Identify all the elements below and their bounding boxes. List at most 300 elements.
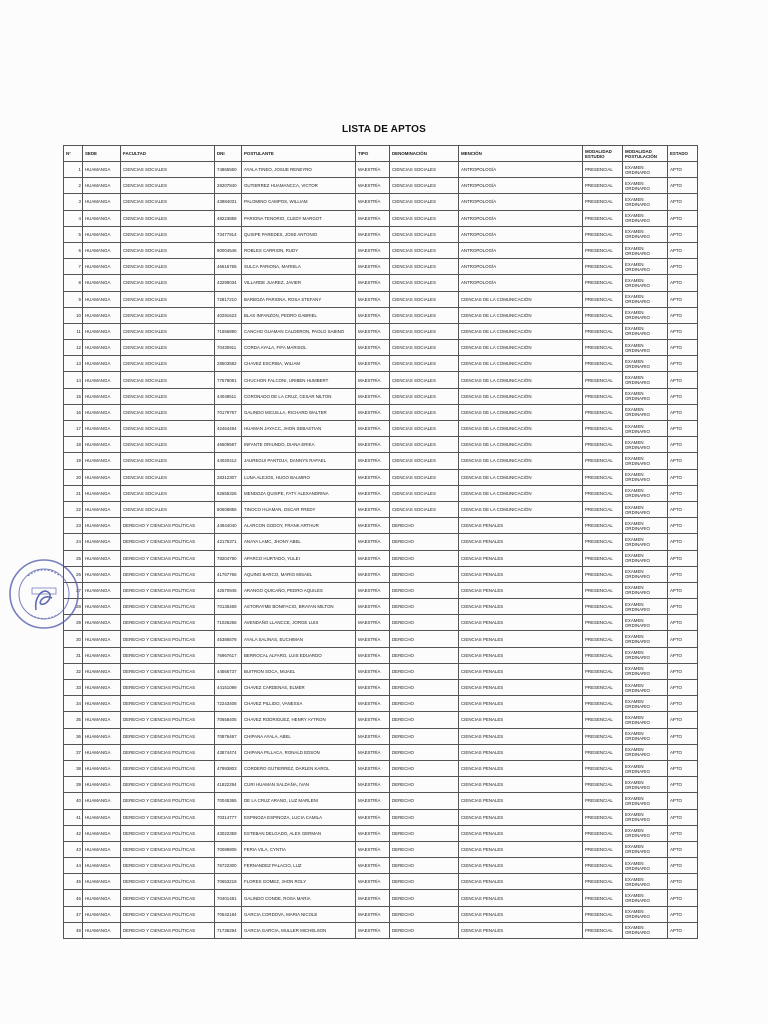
cell-sede: HUAMANGA — [83, 437, 121, 453]
cell-modalidad-estudio: PRESENCIAL — [583, 825, 623, 841]
cell-modalidad-postulacion: EXAMEN ORDINARIO — [623, 242, 668, 258]
cell-estado: APTO — [668, 307, 698, 323]
cell-denominacion: CIENCIAS SOCIALES — [390, 307, 459, 323]
cell-dni: 28312307 — [215, 469, 242, 485]
cell-modalidad-estudio: PRESENCIAL — [583, 696, 623, 712]
cell-numero: 8 — [64, 275, 83, 291]
cell-dni: 46616765 — [215, 259, 242, 275]
cell-estado: APTO — [668, 631, 698, 647]
cell-estado: APTO — [668, 615, 698, 631]
header-denominacion: DENOMINACIÓN — [390, 146, 459, 162]
table-row — [64, 874, 698, 890]
cell-postulante: ASTORAYME BONIFACIO, BRAYAN MILTON — [242, 599, 356, 615]
cell-modalidad-estudio: PRESENCIAL — [583, 501, 623, 517]
cell-denominacion: CIENCIAS SOCIALES — [390, 226, 459, 242]
cell-modalidad-postulacion: EXAMEN ORDINARIO — [623, 760, 668, 776]
cell-postulante: AYALA SALINAS, EUCHIMAN — [242, 631, 356, 647]
cell-modalidad-estudio: PRESENCIAL — [583, 777, 623, 793]
cell-postulante: CURI HUAMAN SALDAÑA, IVAN — [242, 777, 356, 793]
cell-estado: APTO — [668, 453, 698, 469]
table-row — [64, 777, 698, 793]
cell-dni: 73477914 — [215, 226, 242, 242]
cell-sede: HUAMANGA — [83, 582, 121, 598]
cell-postulante: ALARCON GODOY, FRANK ARTHUR — [242, 518, 356, 534]
cell-estado: APTO — [668, 663, 698, 679]
cell-sede: HUAMANGA — [83, 162, 121, 178]
table-row — [64, 858, 698, 874]
cell-dni: 70179767 — [215, 404, 242, 420]
cell-denominacion: CIENCIAS SOCIALES — [390, 275, 459, 291]
cell-postulante: AYALA TINEO, JOSUE RENEYRO — [242, 162, 356, 178]
cell-modalidad-postulacion: EXAMEN ORDINARIO — [623, 680, 668, 696]
cell-dni: 71556890 — [215, 323, 242, 339]
cell-dni: 70430911 — [215, 340, 242, 356]
cell-postulante: BERROCAL ALFARO, LUIS EDUARDO — [242, 647, 356, 663]
cell-facultad: DERECHO Y CIENCIAS POLÍTICAS — [121, 550, 215, 566]
cell-modalidad-postulacion: EXAMEN ORDINARIO — [623, 712, 668, 728]
cell-mencion: CIENCIAS PENALES — [459, 841, 583, 857]
cell-facultad: DERECHO Y CIENCIAS POLÍTICAS — [121, 680, 215, 696]
cell-denominacion: CIENCIAS SOCIALES — [390, 259, 459, 275]
cell-modalidad-postulacion: EXAMEN ORDINARIO — [623, 226, 668, 242]
cell-postulante: PALOMINO CAMPOS, WILLIAM — [242, 194, 356, 210]
cell-modalidad-postulacion: EXAMEN ORDINARIO — [623, 777, 668, 793]
cell-modalidad-postulacion: EXAMEN ORDINARIO — [623, 615, 668, 631]
cell-modalidad-estudio: PRESENCIAL — [583, 340, 623, 356]
cell-facultad: DERECHO Y CIENCIAS POLÍTICAS — [121, 922, 215, 938]
cell-mencion: CIENCIAS PENALES — [459, 534, 583, 550]
table-row — [64, 194, 698, 210]
cell-numero: 26 — [64, 566, 83, 582]
cell-postulante: AQUINO BARCO, MARIO MISAEL — [242, 566, 356, 582]
cell-modalidad-postulacion: EXAMEN ORDINARIO — [623, 647, 668, 663]
cell-tipo: MAESTRÍA — [356, 809, 390, 825]
cell-postulante: SULCA PARIONA, MARIELA — [242, 259, 356, 275]
cell-sede: HUAMANGA — [83, 744, 121, 760]
cell-facultad: DERECHO Y CIENCIAS POLÍTICAS — [121, 841, 215, 857]
cell-dni: 45386578 — [215, 631, 242, 647]
table-row — [64, 890, 698, 906]
cell-numero: 36 — [64, 728, 83, 744]
cell-denominacion: DERECHO — [390, 566, 459, 582]
cell-facultad: CIENCIAS SOCIALES — [121, 485, 215, 501]
cell-facultad: CIENCIAS SOCIALES — [121, 194, 215, 210]
header-dni: DNI — [215, 146, 242, 162]
cell-modalidad-estudio: PRESENCIAL — [583, 906, 623, 922]
cell-mencion: CIENCIAS PENALES — [459, 696, 583, 712]
cell-mencion: ANTROPOLOGÍA — [459, 242, 583, 258]
header-modalidad-postulacion: MODALIDAD POSTULACIÓN — [623, 146, 668, 162]
cell-mencion: CIENCIAS PENALES — [459, 906, 583, 922]
cell-facultad: DERECHO Y CIENCIAS POLÍTICAS — [121, 809, 215, 825]
cell-tipo: MAESTRÍA — [356, 469, 390, 485]
cell-dni: 70045365 — [215, 793, 242, 809]
cell-sede: HUAMANGA — [83, 566, 121, 582]
table-row — [64, 518, 698, 534]
cell-estado: APTO — [668, 372, 698, 388]
cell-dni: 70401481 — [215, 890, 242, 906]
cell-dni: 70542184 — [215, 906, 242, 922]
cell-sede: HUAMANGA — [83, 340, 121, 356]
cell-tipo: MAESTRÍA — [356, 663, 390, 679]
cell-modalidad-postulacion: EXAMEN ORDINARIO — [623, 372, 668, 388]
cell-modalidad-estudio: PRESENCIAL — [583, 259, 623, 275]
table-row — [64, 728, 698, 744]
cell-mencion: CIENCIAS DE LA COMUNICACIÓN — [459, 437, 583, 453]
cell-denominacion: CIENCIAS SOCIALES — [390, 501, 459, 517]
cell-numero: 7 — [64, 259, 83, 275]
table-row — [64, 647, 698, 663]
cell-estado: APTO — [668, 242, 698, 258]
cell-numero: 1 — [64, 162, 83, 178]
cell-facultad: DERECHO Y CIENCIAS POLÍTICAS — [121, 534, 215, 550]
cell-denominacion: DERECHO — [390, 890, 459, 906]
table-row — [64, 615, 698, 631]
cell-sede: HUAMANGA — [83, 712, 121, 728]
cell-mencion: CIENCIAS PENALES — [459, 728, 583, 744]
table-row — [64, 809, 698, 825]
cell-sede: HUAMANGA — [83, 890, 121, 906]
cell-postulante: CANCHO GUAMAN CALDERON, PAOLO SABINO — [242, 323, 356, 339]
cell-tipo: MAESTRÍA — [356, 744, 390, 760]
cell-modalidad-estudio: PRESENCIAL — [583, 874, 623, 890]
cell-facultad: DERECHO Y CIENCIAS POLÍTICAS — [121, 599, 215, 615]
cell-modalidad-estudio: PRESENCIAL — [583, 615, 623, 631]
cell-modalidad-estudio: PRESENCIAL — [583, 631, 623, 647]
cell-mencion: CIENCIAS PENALES — [459, 825, 583, 841]
cell-modalidad-estudio: PRESENCIAL — [583, 469, 623, 485]
cell-tipo: MAESTRÍA — [356, 631, 390, 647]
cell-tipo: MAESTRÍA — [356, 858, 390, 874]
table-row — [64, 259, 698, 275]
cell-sede: HUAMANGA — [83, 388, 121, 404]
table-row — [64, 793, 698, 809]
table-row — [64, 680, 698, 696]
cell-sede: HUAMANGA — [83, 777, 121, 793]
table-row — [64, 534, 698, 550]
cell-modalidad-postulacion: EXAMEN ORDINARIO — [623, 663, 668, 679]
cell-tipo: MAESTRÍA — [356, 777, 390, 793]
cell-mencion: ANTROPOLOGÍA — [459, 259, 583, 275]
cell-mencion: ANTROPOLOGÍA — [459, 226, 583, 242]
cell-postulante: ANAYA LAMC, JHONY ABEL — [242, 534, 356, 550]
cell-modalidad-postulacion: EXAMEN ORDINARIO — [623, 809, 668, 825]
cell-dni: 76967617 — [215, 647, 242, 663]
table-row — [64, 437, 698, 453]
cell-modalidad-estudio: PRESENCIAL — [583, 728, 623, 744]
cell-modalidad-postulacion: EXAMEN ORDINARIO — [623, 421, 668, 437]
cell-sede: HUAMANGA — [83, 404, 121, 420]
cell-facultad: CIENCIAS SOCIALES — [121, 437, 215, 453]
cell-numero: 29 — [64, 615, 83, 631]
cell-mencion: CIENCIAS DE LA COMUNICACIÓN — [459, 453, 583, 469]
cell-modalidad-estudio: PRESENCIAL — [583, 858, 623, 874]
cell-estado: APTO — [668, 469, 698, 485]
cell-facultad: CIENCIAS SOCIALES — [121, 210, 215, 226]
cell-facultad: CIENCIAS SOCIALES — [121, 372, 215, 388]
cell-dni: 70653218 — [215, 874, 242, 890]
cell-mencion: CIENCIAS PENALES — [459, 744, 583, 760]
cell-modalidad-postulacion: EXAMEN ORDINARIO — [623, 307, 668, 323]
cell-dni: 70876467 — [215, 728, 242, 744]
cell-modalidad-estudio: PRESENCIAL — [583, 793, 623, 809]
cell-postulante: BUITRON SOCA, MIJAEL — [242, 663, 356, 679]
cell-dni: 78204790 — [215, 550, 242, 566]
table-row — [64, 275, 698, 291]
cell-modalidad-postulacion: EXAMEN ORDINARIO — [623, 744, 668, 760]
cell-sede: HUAMANGA — [83, 501, 121, 517]
header-modalidad-estudio: MODALIDAD ESTUDIO — [583, 146, 623, 162]
cell-estado: APTO — [668, 178, 698, 194]
cell-tipo: MAESTRÍA — [356, 874, 390, 890]
cell-tipo: MAESTRÍA — [356, 356, 390, 372]
cell-modalidad-postulacion: EXAMEN ORDINARIO — [623, 291, 668, 307]
cell-dni: 62655326 — [215, 485, 242, 501]
cell-sede: HUAMANGA — [83, 453, 121, 469]
cell-estado: APTO — [668, 890, 698, 906]
cell-modalidad-estudio: PRESENCIAL — [583, 162, 623, 178]
cell-mencion: CIENCIAS DE LA COMUNICACIÓN — [459, 388, 583, 404]
cell-postulante: ESPINOZA ESPINOZA, LUCIA CAMILA — [242, 809, 356, 825]
cell-tipo: MAESTRÍA — [356, 162, 390, 178]
cell-estado: APTO — [668, 194, 698, 210]
cell-estado: APTO — [668, 518, 698, 534]
cell-estado: APTO — [668, 501, 698, 517]
table-row — [64, 372, 698, 388]
header-postulante: POSTULANTE — [242, 146, 356, 162]
cell-tipo: MAESTRÍA — [356, 582, 390, 598]
cell-tipo: MAESTRÍA — [356, 566, 390, 582]
cell-estado: APTO — [668, 696, 698, 712]
cell-facultad: DERECHO Y CIENCIAS POLÍTICAS — [121, 582, 215, 598]
cell-denominacion: DERECHO — [390, 809, 459, 825]
table-row — [64, 340, 698, 356]
cell-postulante: MENDOZA QUISPE, FATY ALEXANDRINA — [242, 485, 356, 501]
cell-modalidad-estudio: PRESENCIAL — [583, 922, 623, 938]
cell-mencion: CIENCIAS PENALES — [459, 680, 583, 696]
cell-mencion: CIENCIAS PENALES — [459, 922, 583, 938]
cell-facultad: DERECHO Y CIENCIAS POLÍTICAS — [121, 663, 215, 679]
cell-postulante: TINOCO HUAMAN, OSCAR FREDY — [242, 501, 356, 517]
cell-estado: APTO — [668, 777, 698, 793]
university-seal-stamp — [8, 558, 80, 630]
cell-modalidad-postulacion: EXAMEN ORDINARIO — [623, 485, 668, 501]
cell-denominacion: DERECHO — [390, 550, 459, 566]
cell-modalidad-postulacion: EXAMEN ORDINARIO — [623, 162, 668, 178]
cell-estado: APTO — [668, 922, 698, 938]
cell-denominacion: CIENCIAS SOCIALES — [390, 210, 459, 226]
cell-denominacion: DERECHO — [390, 841, 459, 857]
cell-postulante: CHIPANA PILLACA, RONALD EDSON — [242, 744, 356, 760]
header-numero: N° — [64, 146, 83, 162]
cell-postulante: ARANGO QUICAÑO, PEDRO AQUILES — [242, 582, 356, 598]
cell-tipo: MAESTRÍA — [356, 242, 390, 258]
cell-postulante: CORDA AYALA, FIFA MARISOL — [242, 340, 356, 356]
cell-estado: APTO — [668, 599, 698, 615]
cell-mencion: CIENCIAS PENALES — [459, 890, 583, 906]
header-estado: ESTADO — [668, 146, 698, 162]
cell-dni: 44944040 — [215, 518, 242, 534]
cell-postulante: CHAVEZ CARDENAS, ELMER — [242, 680, 356, 696]
cell-facultad: DERECHO Y CIENCIAS POLÍTICAS — [121, 566, 215, 582]
cell-sede: HUAMANGA — [83, 518, 121, 534]
cell-denominacion: DERECHO — [390, 793, 459, 809]
table-row — [64, 631, 698, 647]
cell-tipo: MAESTRÍA — [356, 226, 390, 242]
cell-denominacion: DERECHO — [390, 728, 459, 744]
cell-dni: 70089806 — [215, 841, 242, 857]
cell-numero: 25 — [64, 550, 83, 566]
cell-denominacion: DERECHO — [390, 760, 459, 776]
cell-mencion: CIENCIAS DE LA COMUNICACIÓN — [459, 372, 583, 388]
cell-estado: APTO — [668, 388, 698, 404]
cell-numero: 39 — [64, 777, 83, 793]
cell-estado: APTO — [668, 825, 698, 841]
cell-sede: HUAMANGA — [83, 922, 121, 938]
cell-tipo: MAESTRÍA — [356, 906, 390, 922]
cell-modalidad-postulacion: EXAMEN ORDINARIO — [623, 696, 668, 712]
cell-estado: APTO — [668, 582, 698, 598]
cell-sede: HUAMANGA — [83, 631, 121, 647]
cell-estado: APTO — [668, 404, 698, 420]
cell-postulante: GALINDO CONDE, ROSA MARIA — [242, 890, 356, 906]
cell-facultad: DERECHO Y CIENCIAS POLÍTICAS — [121, 518, 215, 534]
cell-dni: 80004546 — [215, 242, 242, 258]
cell-dni: 72817210 — [215, 291, 242, 307]
cell-tipo: MAESTRÍA — [356, 550, 390, 566]
cell-sede: HUAMANGA — [83, 760, 121, 776]
cell-modalidad-estudio: PRESENCIAL — [583, 582, 623, 598]
cell-mencion: CIENCIAS DE LA COMUNICACIÓN — [459, 404, 583, 420]
cell-estado: APTO — [668, 906, 698, 922]
cell-estado: APTO — [668, 680, 698, 696]
cell-tipo: MAESTRÍA — [356, 696, 390, 712]
cell-postulante: INFANTE ORIUNDO, DIANA ERIKA — [242, 437, 356, 453]
cell-denominacion: CIENCIAS SOCIALES — [390, 453, 459, 469]
cell-sede: HUAMANGA — [83, 615, 121, 631]
cell-tipo: MAESTRÍA — [356, 340, 390, 356]
cell-postulante: CHIPANA AYALA, ABEL — [242, 728, 356, 744]
cell-modalidad-postulacion: EXAMEN ORDINARIO — [623, 922, 668, 938]
cell-mencion: CIENCIAS PENALES — [459, 582, 583, 598]
cell-denominacion: DERECHO — [390, 825, 459, 841]
cell-sede: HUAMANGA — [83, 599, 121, 615]
table-row — [64, 323, 698, 339]
cell-numero: 16 — [64, 404, 83, 420]
cell-sede: HUAMANGA — [83, 906, 121, 922]
cell-modalidad-postulacion: EXAMEN ORDINARIO — [623, 841, 668, 857]
cell-dni: 47893803 — [215, 760, 242, 776]
cell-tipo: MAESTRÍA — [356, 890, 390, 906]
cell-modalidad-postulacion: EXAMEN ORDINARIO — [623, 356, 668, 372]
cell-modalidad-estudio: PRESENCIAL — [583, 534, 623, 550]
cell-numero: 2 — [64, 178, 83, 194]
cell-mencion: CIENCIAS DE LA COMUNICACIÓN — [459, 291, 583, 307]
cell-denominacion: DERECHO — [390, 663, 459, 679]
cell-tipo: MAESTRÍA — [356, 760, 390, 776]
cell-mencion: CIENCIAS DE LA COMUNICACIÓN — [459, 307, 583, 323]
cell-sede: HUAMANGA — [83, 469, 121, 485]
cell-tipo: MAESTRÍA — [356, 518, 390, 534]
cell-postulante: BLAS INFANZON, PEDRO GABRIEL — [242, 307, 356, 323]
table-row — [64, 453, 698, 469]
cell-tipo: MAESTRÍA — [356, 372, 390, 388]
cell-postulante: FERNANDEZ PALACIO, LUZ — [242, 858, 356, 874]
cell-facultad: CIENCIAS SOCIALES — [121, 307, 215, 323]
cell-numero: 23 — [64, 518, 83, 534]
cell-estado: APTO — [668, 647, 698, 663]
header-mencion: MENCIÓN — [459, 146, 583, 162]
cell-modalidad-postulacion: EXAMEN ORDINARIO — [623, 631, 668, 647]
cell-dni: 72243408 — [215, 696, 242, 712]
cell-dni: 42570945 — [215, 582, 242, 598]
cell-tipo: MAESTRÍA — [356, 404, 390, 420]
cell-postulante: LUNA ALEJOS, HUGO BALMIRO — [242, 469, 356, 485]
cell-sede: HUAMANGA — [83, 178, 121, 194]
cell-estado: APTO — [668, 210, 698, 226]
cell-estado: APTO — [668, 550, 698, 566]
cell-mencion: CIENCIAS PENALES — [459, 615, 583, 631]
cell-dni: 40291623 — [215, 307, 242, 323]
cell-facultad: DERECHO Y CIENCIAS POLÍTICAS — [121, 615, 215, 631]
cell-modalidad-postulacion: EXAMEN ORDINARIO — [623, 566, 668, 582]
cell-mencion: CIENCIAS PENALES — [459, 550, 583, 566]
cell-denominacion: DERECHO — [390, 906, 459, 922]
table-row — [64, 242, 698, 258]
cell-facultad: CIENCIAS SOCIALES — [121, 323, 215, 339]
cell-sede: HUAMANGA — [83, 874, 121, 890]
cell-sede: HUAMANGA — [83, 696, 121, 712]
cell-modalidad-estudio: PRESENCIAL — [583, 550, 623, 566]
cell-facultad: DERECHO Y CIENCIAS POLÍTICAS — [121, 631, 215, 647]
cell-mencion: CIENCIAS PENALES — [459, 793, 583, 809]
cell-dni: 80608856 — [215, 501, 242, 517]
cell-postulante: AVENDAÑO LLANCCE, JORGE LUIS — [242, 615, 356, 631]
cell-estado: APTO — [668, 291, 698, 307]
cell-sede: HUAMANGA — [83, 372, 121, 388]
cell-postulante: FERIA VILA, CYNTIA — [242, 841, 356, 857]
cell-tipo: MAESTRÍA — [356, 388, 390, 404]
cell-numero: 15 — [64, 388, 83, 404]
cell-numero: 27 — [64, 582, 83, 598]
table-header-row — [64, 146, 698, 162]
cell-sede: HUAMANGA — [83, 728, 121, 744]
cell-sede: HUAMANGA — [83, 809, 121, 825]
cell-numero: 44 — [64, 858, 83, 874]
cell-dni: 46509587 — [215, 437, 242, 453]
cell-postulante: VILLARDE JUAREZ, JAVIER — [242, 275, 356, 291]
cell-estado: APTO — [668, 485, 698, 501]
header-facultad: FACULTAD — [121, 146, 215, 162]
cell-estado: APTO — [668, 874, 698, 890]
cell-modalidad-estudio: PRESENCIAL — [583, 841, 623, 857]
cell-dni: 43299034 — [215, 275, 242, 291]
cell-dni: 70135469 — [215, 599, 242, 615]
cell-postulante: CHUCHON FALCONI, URIBEN HUMBERT — [242, 372, 356, 388]
cell-postulante: CHAVEZ PILLIDO, VANESSA — [242, 696, 356, 712]
cell-facultad: DERECHO Y CIENCIAS POLÍTICAS — [121, 890, 215, 906]
cell-mencion: CIENCIAS DE LA COMUNICACIÓN — [459, 421, 583, 437]
table-row — [64, 162, 698, 178]
cell-modalidad-postulacion: EXAMEN ORDINARIO — [623, 404, 668, 420]
table-row — [64, 744, 698, 760]
cell-denominacion: DERECHO — [390, 615, 459, 631]
cell-sede: HUAMANGA — [83, 485, 121, 501]
cell-modalidad-estudio: PRESENCIAL — [583, 356, 623, 372]
cell-dni: 74865560 — [215, 162, 242, 178]
cell-denominacion: CIENCIAS SOCIALES — [390, 194, 459, 210]
cell-facultad: CIENCIAS SOCIALES — [121, 453, 215, 469]
